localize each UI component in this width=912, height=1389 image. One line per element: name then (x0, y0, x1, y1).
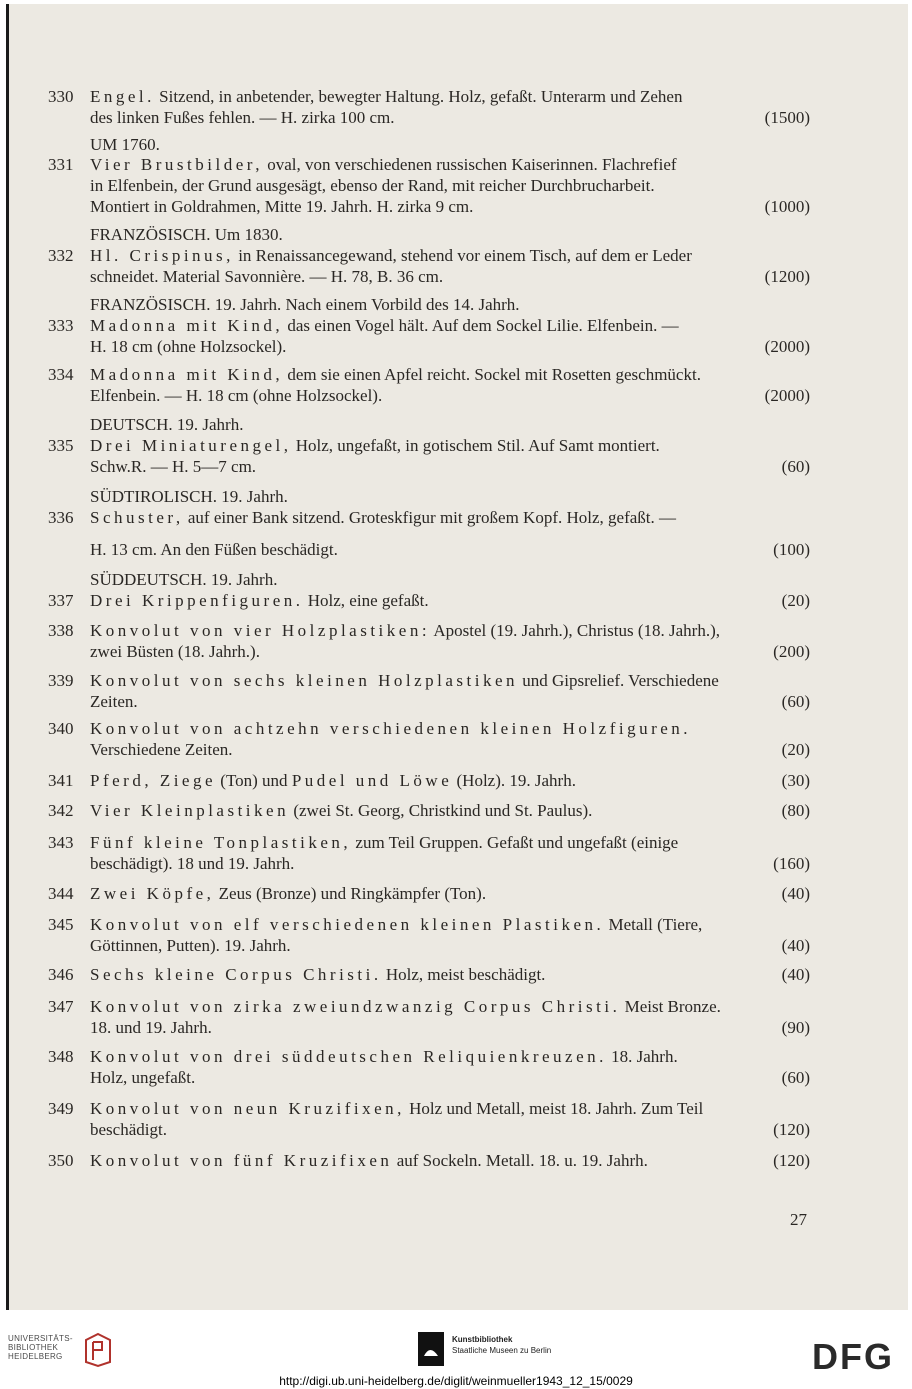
description-line (90, 691, 810, 712)
lot-title: Zwei Köpfe, (90, 884, 215, 903)
section-heading: SÜDTIROLISCH. 19. Jahrh. (90, 487, 288, 506)
description-line (90, 364, 810, 385)
lot-description (90, 620, 810, 662)
description-line (90, 1150, 810, 1171)
lot-title: Drei Miniaturengel, (90, 436, 292, 455)
lot-number: 335 (48, 436, 74, 455)
description-line (90, 832, 810, 853)
lot-text: auf Sockeln. Metall. 18. u. 19. Jahrh. (392, 1151, 648, 1170)
lot-description (90, 800, 810, 821)
lot-price: (20) (781, 740, 810, 759)
page-edge (6, 4, 9, 1310)
kb-subtitle: Staatliche Museen zu Berlin (452, 1346, 552, 1355)
lot-price: (40) (781, 936, 810, 955)
lot-description (90, 1046, 810, 1088)
lot-title: Konvolut von vier Holzplastiken: (90, 621, 431, 640)
description-line (90, 996, 810, 1017)
lot-number: 330 (48, 87, 74, 106)
lot-text: Montiert in Goldrahmen, Mitte 19. Jahrh. H. zirka 9 cm. (90, 197, 474, 216)
lot-text: H. 13 cm. An den Füßen beschädigt. (90, 540, 338, 559)
lot-number: 345 (48, 915, 74, 934)
lot-price: (40) (781, 884, 810, 903)
university-logo-icon[interactable] (84, 1332, 112, 1368)
lot-title: Engel. (90, 87, 155, 106)
lot-text: dem sie einen Apfel reicht. Sockel mit Rosetten geschmückt. (283, 365, 701, 384)
lot-number: 344 (48, 884, 74, 903)
lot-text: beschädigt). 18 und 19. Jahrh. (90, 854, 295, 873)
section-heading: UM 1760. (90, 135, 160, 154)
lot-text: Holz, ungefaßt, in gotischem Stil. Auf Samt montiert. (291, 436, 660, 455)
description-line (90, 718, 810, 739)
lot-price: (2000) (764, 337, 810, 356)
lot-title: Konvolut von achtzehn verschiedenen kleinen Holzfiguren. (90, 719, 692, 738)
lot-text: und Gipsrelief. Verschiedene (518, 671, 719, 690)
lot-title: Madonna mit Kind, (90, 316, 284, 335)
lot-price: (60) (781, 457, 810, 476)
lot-text: Zeiten. (90, 692, 138, 711)
source-url-link[interactable]: http://digi.ub.uni-heidelberg.de/diglit/weinmueller1943_12_15/0029 (279, 1374, 633, 1388)
lot-text: Holz, ungefaßt. (90, 1068, 196, 1087)
lot-title: Vier Kleinplastiken (90, 801, 290, 820)
description-line (90, 107, 810, 128)
description-line (90, 800, 810, 821)
description-line (90, 914, 810, 935)
description-line (90, 964, 810, 985)
lot-price: (120) (773, 1151, 810, 1170)
description-line (90, 315, 810, 336)
lot-number: 331 (48, 155, 74, 174)
lot-number: 342 (48, 801, 74, 820)
uni-line-3: HEIDELBERG (8, 1352, 63, 1361)
lot-title: Pudel und Löwe (291, 771, 453, 790)
uni-line-1: UNIVERSITÄTS- (8, 1334, 73, 1343)
lot-text: Elfenbein. — H. 18 cm (ohne Holzsockel). (90, 386, 383, 405)
lot-description (90, 86, 810, 128)
lot-price: (200) (773, 642, 810, 661)
lot-description (90, 718, 810, 760)
lot-number: 332 (48, 246, 74, 265)
lot-description (90, 1098, 810, 1140)
lot-text: H. 18 cm (ohne Holzsockel). (90, 337, 287, 356)
lot-price: (2000) (764, 386, 810, 405)
lot-description (90, 364, 810, 406)
kunstbibliothek-logo-icon[interactable] (418, 1332, 444, 1366)
lot-text: (Ton) und (216, 771, 292, 790)
lot-text: Verschiedene Zeiten. (90, 740, 233, 759)
lot-number: 341 (48, 771, 74, 790)
description-line (90, 336, 810, 357)
lot-description (90, 245, 810, 287)
lot-text: in Renaissancegewand, stehend vor einem Tisch, auf dem er Leder (233, 246, 692, 265)
lot-title: Konvolut von zirka zweiundzwanzig Corpus Christi. (90, 997, 621, 1016)
description-line (90, 1119, 810, 1140)
lot-title: Vier Brustbilder, (90, 155, 263, 174)
lot-text: des linken Fußes fehlen. — H. zirka 100 cm. (90, 108, 395, 127)
lot-price: (100) (773, 540, 810, 559)
lot-number: 346 (48, 965, 74, 984)
description-line (90, 853, 810, 874)
description-line (90, 739, 810, 760)
lot-price: (30) (781, 771, 810, 790)
description-line (90, 935, 810, 956)
lot-text: Zeus (Bronze) und Ringkämpfer (Ton). (214, 884, 487, 903)
lot-title: Konvolut von neun Kruzifixen, (90, 1099, 405, 1118)
lot-text: in Elfenbein, der Grund ausgesägt, ebenso der Rand, mit reicher Durchbrucharbeit. (90, 176, 655, 195)
lot-title: Drei Krippenfiguren. (90, 591, 304, 610)
lot-number: 343 (48, 833, 74, 852)
description-line (90, 641, 810, 662)
lot-description (90, 996, 810, 1038)
description-line (90, 1098, 810, 1119)
lot-text: beschädigt. (90, 1120, 167, 1139)
lot-price: (1500) (764, 108, 810, 127)
lot-price: (40) (781, 965, 810, 984)
lot-text: auf einer Bank sitzend. Groteskfigur mit großem Kopf. Holz, gefaßt. — (183, 508, 677, 527)
lot-description (90, 832, 810, 874)
lot-description (90, 964, 810, 985)
description-line (90, 86, 810, 107)
description-line (90, 385, 810, 406)
lot-title: Hl. Crispinus, (90, 246, 234, 265)
lot-price: (1200) (764, 267, 810, 286)
lot-description (90, 315, 810, 357)
description-line (90, 590, 810, 611)
university-library-logo-text[interactable] (8, 1334, 73, 1361)
kunstbibliothek-text[interactable] (452, 1334, 551, 1356)
dfg-logo[interactable]: DFG (812, 1336, 894, 1377)
lot-number: 347 (48, 997, 74, 1016)
lot-price: (80) (781, 801, 810, 820)
section-heading: FRANZÖSISCH. 19. Jahrh. Nach einem Vorbild des 14. Jahrh. (90, 295, 520, 314)
lot-number: 337 (48, 591, 74, 610)
lot-text: zum Teil Gruppen. Gefaßt und ungefaßt (einige (351, 833, 679, 852)
lot-text: oval, von verschiedenen russischen Kaiserinnen. Flachrefief (263, 155, 677, 174)
description-line (90, 435, 810, 456)
lot-price: (60) (781, 1068, 810, 1087)
lot-text: schneidet. Material Savonnière. — H. 78, B. 36 cm. (90, 267, 444, 286)
lot-price: (1000) (764, 197, 810, 216)
lot-text: Metall (Tiere, (604, 915, 703, 934)
lot-description (90, 914, 810, 956)
lot-price: (160) (773, 854, 810, 873)
description-line (90, 154, 810, 175)
lot-title: Konvolut von sechs kleinen Holzplastiken (90, 671, 519, 690)
lot-text: Holz, eine gefaßt. (303, 591, 429, 610)
description-line (90, 670, 810, 691)
lot-text: Göttinnen, Putten). 19. Jahrh. (90, 936, 291, 955)
lot-text: (Holz). 19. Jahrh. (452, 771, 576, 790)
lot-description (90, 883, 810, 904)
lot-title: Konvolut von fünf Kruzifixen (90, 1151, 393, 1170)
uni-line-2: BIBLIOTHEK (8, 1343, 59, 1352)
description-line (90, 883, 810, 904)
lot-text: Sitzend, in anbetender, bewegter Haltung. Holz, gefaßt. Unterarm und Zehen (154, 87, 683, 106)
lot-title: Pferd, Ziege (90, 771, 217, 790)
lot-number: 339 (48, 671, 74, 690)
lot-title: Schuster, (90, 508, 184, 527)
section-heading: DEUTSCH. 19. Jahrh. (90, 415, 244, 434)
lot-text: 18. und 19. Jahrh. (90, 1018, 212, 1037)
lot-price: (90) (781, 1018, 810, 1037)
description-line (90, 507, 810, 528)
lot-description (90, 1150, 810, 1171)
lot-number: 350 (48, 1151, 74, 1170)
description-line (90, 1067, 810, 1088)
lot-text: zwei Büsten (18. Jahrh.). (90, 642, 260, 661)
description-line (90, 245, 810, 266)
section-heading: FRANZÖSISCH. Um 1830. (90, 225, 283, 244)
lot-text: 18. Jahrh. (606, 1047, 678, 1066)
lot-title: Konvolut von drei süddeutschen Reliquienkreuzen. (90, 1047, 607, 1066)
lot-title: Konvolut von elf verschiedenen kleinen Plastiken. (90, 915, 605, 934)
lot-number: 333 (48, 316, 74, 335)
page-number: 27 (790, 1210, 807, 1229)
description-line (90, 196, 810, 217)
lot-price: (60) (781, 692, 810, 711)
lot-text: Apostel (19. Jahrh.), Christus (18. Jahrh.), (430, 621, 720, 640)
lot-number: 348 (48, 1047, 74, 1066)
lot-number: 340 (48, 719, 74, 738)
description-line (90, 539, 810, 560)
section-heading: SÜDDEUTSCH. 19. Jahrh. (90, 570, 278, 589)
description-line (90, 266, 810, 287)
description-line (90, 620, 810, 641)
lot-text: das einen Vogel hält. Auf dem Sockel Lilie. Elfenbein. — (283, 316, 679, 335)
kb-title: Kunstbibliothek (452, 1335, 513, 1344)
lot-number: 338 (48, 621, 74, 640)
lot-text: Holz, meist beschädigt. (381, 965, 546, 984)
lot-text: Holz und Metall, meist 18. Jahrh. Zum Teil (404, 1099, 704, 1118)
lot-number: 334 (48, 365, 74, 384)
lot-price: (120) (773, 1120, 810, 1139)
description-line (90, 175, 810, 196)
lot-number: 349 (48, 1099, 74, 1118)
lot-description (90, 590, 810, 611)
footer (0, 1310, 912, 1389)
lot-description (90, 154, 810, 217)
lot-description (90, 507, 810, 560)
lot-text: Meist Bronze. (620, 997, 721, 1016)
lot-text: Schw.R. — H. 5—7 cm. (90, 457, 257, 476)
lot-description (90, 435, 810, 477)
lot-text: (zwei St. Georg, Christkind und St. Paulus). (289, 801, 593, 820)
lot-description (90, 670, 810, 712)
lot-title: Sechs kleine Corpus Christi. (90, 965, 382, 984)
description-line (90, 456, 810, 477)
description-line (90, 770, 810, 791)
lot-description (90, 770, 810, 791)
lot-number: 336 (48, 508, 74, 527)
description-line (90, 1017, 810, 1038)
description-line (90, 1046, 810, 1067)
lot-price: (20) (781, 591, 810, 610)
lot-title: Madonna mit Kind, (90, 365, 284, 384)
lot-title: Fünf kleine Tonplastiken, (90, 833, 352, 852)
